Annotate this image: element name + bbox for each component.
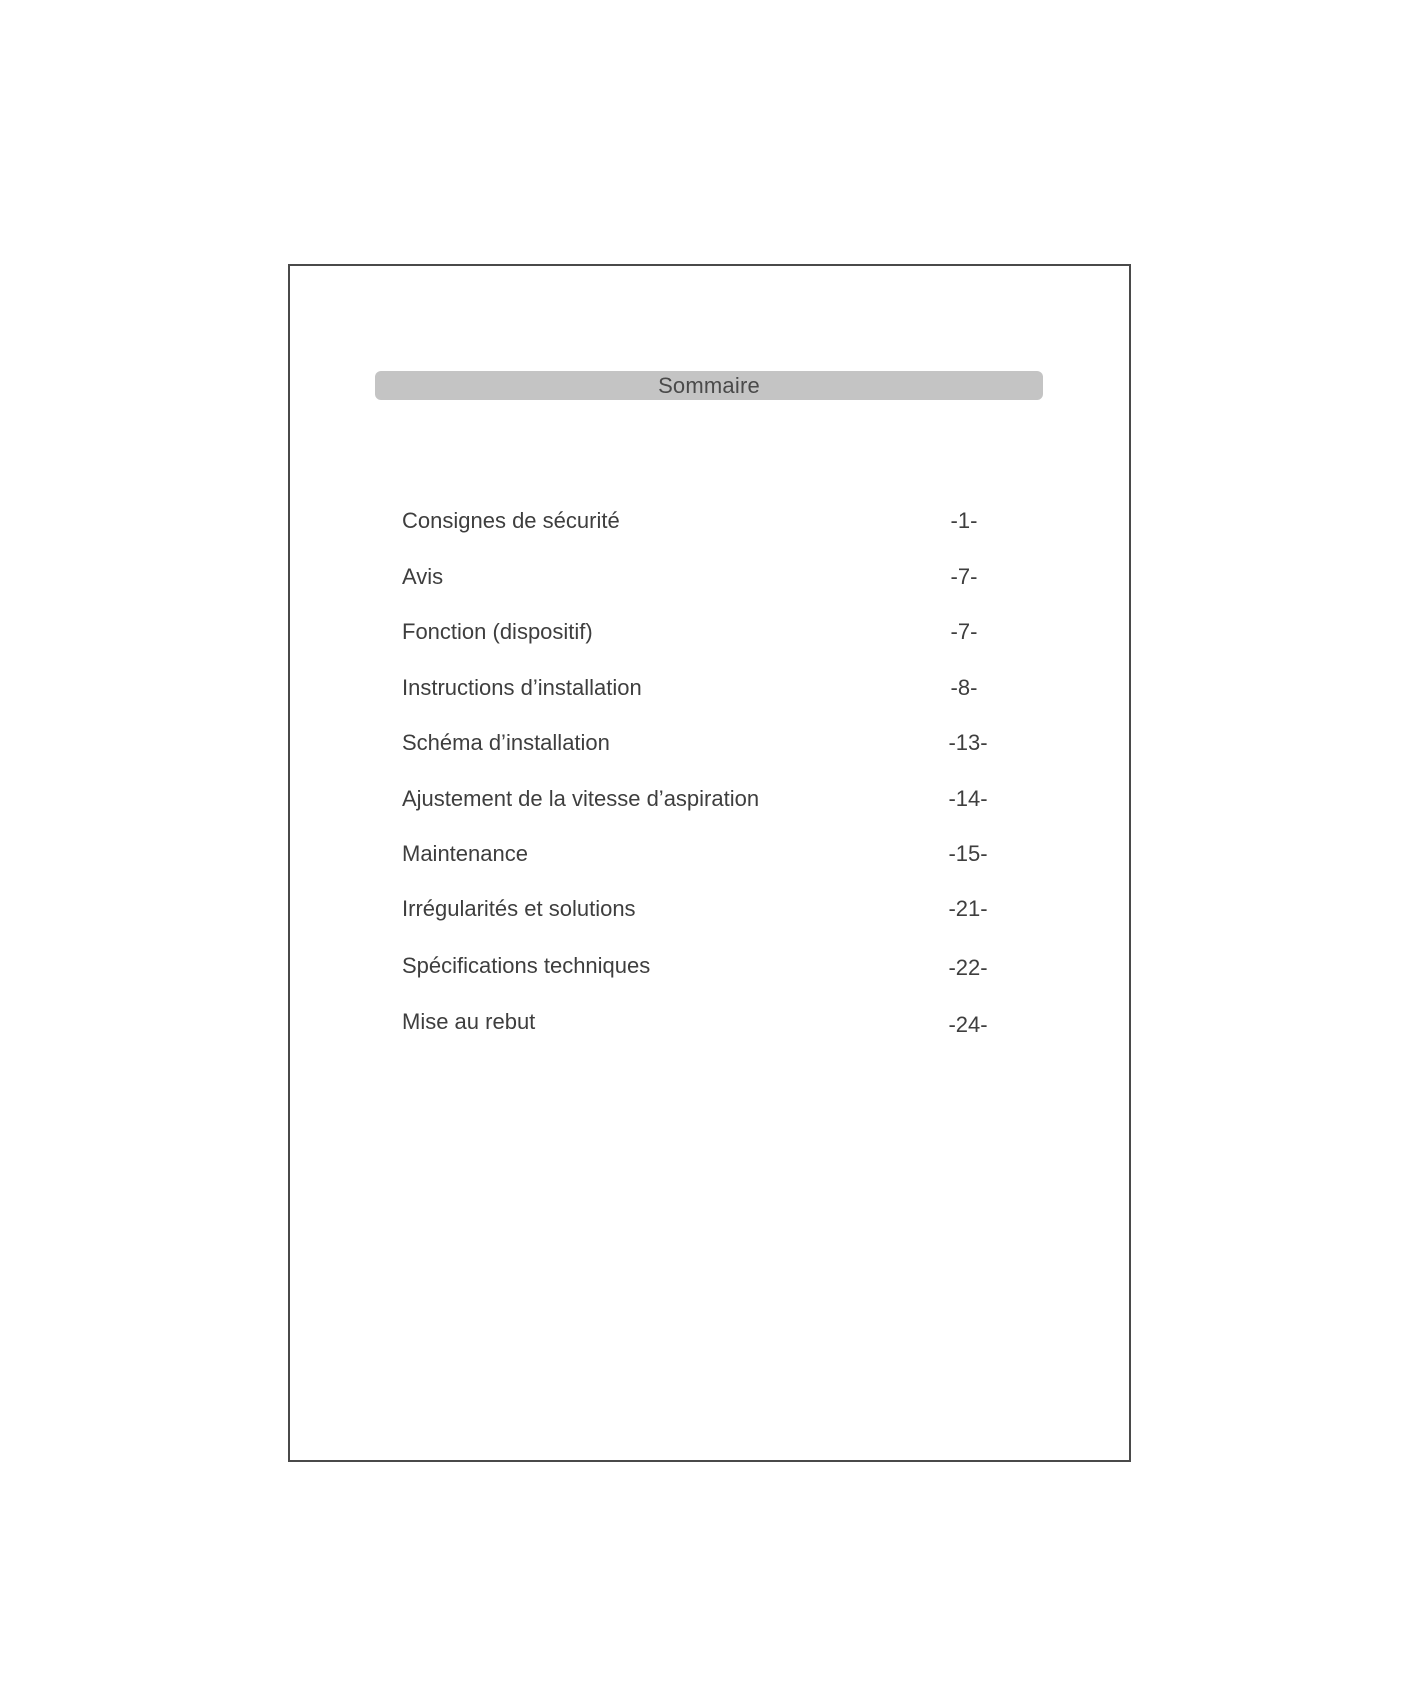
toc-entry-page: -24- bbox=[948, 1012, 988, 1037]
page-title: Sommaire bbox=[658, 372, 760, 398]
toc-entry[interactable] bbox=[402, 726, 1002, 760]
toc-entry-label: Mise au rebut bbox=[402, 1009, 536, 1034]
toc-entry-label: Ajustement de la vitesse d’aspiration bbox=[402, 786, 760, 811]
toc-entry-page: -15- bbox=[948, 841, 988, 866]
toc-entry[interactable] bbox=[402, 504, 1002, 538]
toc-entry-label: Fonction (dispositif) bbox=[402, 619, 593, 644]
toc-entry-page: -21- bbox=[948, 896, 988, 921]
toc-entry[interactable] bbox=[402, 560, 1002, 594]
toc-entry-page: -8- bbox=[950, 675, 978, 700]
toc-entry-label: Schéma d’installation bbox=[402, 730, 610, 755]
toc-entry-label: Instructions d’installation bbox=[402, 675, 642, 700]
toc-entry-label: Consignes de sécurité bbox=[402, 508, 620, 533]
toc-entry-label: Maintenance bbox=[402, 841, 528, 866]
toc-entry-label: Irrégularités et solutions bbox=[402, 896, 636, 921]
toc-entry[interactable] bbox=[402, 949, 1002, 983]
toc-entry-page: -13- bbox=[948, 730, 988, 755]
toc-entry[interactable] bbox=[402, 782, 1002, 816]
toc-entry[interactable] bbox=[402, 615, 1002, 649]
toc-entry-page: -7- bbox=[950, 619, 978, 644]
toc-entry-page: -22- bbox=[948, 955, 988, 980]
toc-entry[interactable] bbox=[402, 1005, 1002, 1039]
toc-entry-label: Spécifications techniques bbox=[402, 953, 651, 978]
toc-entry[interactable] bbox=[402, 671, 1002, 705]
toc-entry-page: -7- bbox=[950, 564, 978, 589]
toc-entry[interactable] bbox=[402, 837, 1002, 871]
toc-entry-label: Avis bbox=[402, 564, 444, 589]
table-of-contents bbox=[402, 0, 1002, 1701]
toc-entry[interactable] bbox=[402, 892, 1002, 926]
toc-entry-page: -1- bbox=[950, 508, 978, 533]
toc-entry-page: -14- bbox=[948, 786, 988, 811]
